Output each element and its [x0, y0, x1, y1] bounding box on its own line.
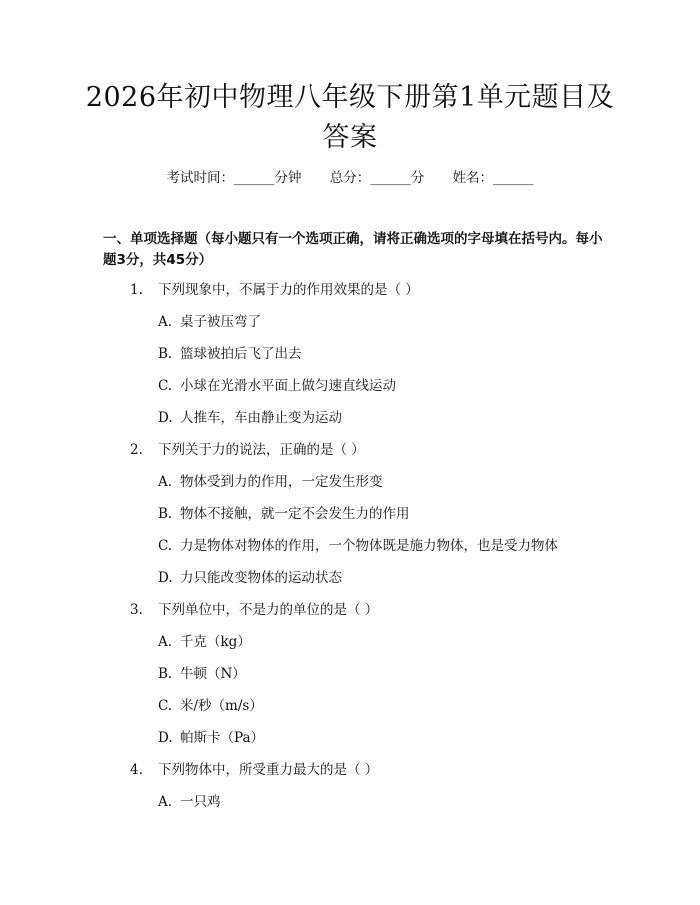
- option-item: [130, 376, 610, 408]
- option-letter: B.: [158, 346, 173, 362]
- option-item: [130, 504, 610, 536]
- option-item: [130, 408, 610, 440]
- option-letter: A.: [158, 794, 173, 810]
- option-text: 小球在光滑水平面上做匀速直线运动: [180, 378, 396, 394]
- exam-info: [0, 168, 700, 188]
- option-item: [130, 312, 610, 344]
- option-letter: D.: [158, 730, 173, 746]
- option-item: [130, 536, 610, 568]
- option-text: 篮球被拍后飞了出去: [180, 346, 302, 362]
- exam-time-field: 考试时间：______分钟: [166, 170, 302, 186]
- option-letter: C.: [158, 378, 173, 394]
- student-name-field: 姓名：______: [452, 170, 534, 186]
- option-item: [130, 632, 610, 664]
- question-list: [130, 280, 610, 824]
- question-item: [130, 440, 610, 472]
- option-item: [130, 472, 610, 504]
- total-score-field: 总分：______分: [329, 170, 425, 186]
- question-number: 2.: [130, 442, 143, 458]
- option-letter: A.: [158, 634, 173, 650]
- option-letter: B.: [158, 506, 173, 522]
- document-title: 2026年初中物理八年级下册第1单元题目及答案: [85, 82, 615, 153]
- option-letter: A.: [158, 314, 173, 330]
- option-text: 米/秒（m/s）: [180, 698, 263, 714]
- option-text: 人推车，车由静止变为运动: [180, 410, 342, 426]
- option-item: [130, 344, 610, 376]
- option-letter: A.: [158, 474, 173, 490]
- option-letter: C.: [158, 538, 173, 554]
- option-item: [130, 568, 610, 600]
- question-item: [130, 280, 610, 312]
- question-item: [130, 600, 610, 632]
- option-letter: C.: [158, 698, 173, 714]
- option-letter: D.: [158, 410, 173, 426]
- option-text: 牛顿（N）: [180, 666, 246, 682]
- question-number: 3.: [130, 602, 143, 618]
- question-text: 下列单位中，不是力的单位的是（ ）: [158, 602, 379, 618]
- option-item: [130, 664, 610, 696]
- question-text: 下列物体中，所受重力最大的是（ ）: [158, 762, 379, 778]
- option-text: 千克（kg）: [180, 634, 251, 650]
- section-heading: 一、单项选择题（每小题只有一个选项正确，请将正确选项的字母填在括号内。每小题3分，共45分）: [103, 231, 603, 268]
- option-item: [130, 728, 610, 760]
- question-text: 下列现象中，不属于力的作用效果的是（ ）: [158, 282, 419, 298]
- question-text: 下列关于力的说法，正确的是（ ）: [158, 442, 365, 458]
- option-text: 物体受到力的作用，一定发生形变: [180, 474, 383, 490]
- option-text: 桌子被压弯了: [180, 314, 261, 330]
- question-number: 4.: [130, 762, 143, 778]
- option-text: 一只鸡: [180, 794, 221, 810]
- option-text: 帕斯卡（Pa）: [180, 730, 265, 746]
- question-number: 1.: [130, 282, 143, 298]
- question-item: [130, 760, 610, 792]
- option-text: 力是物体对物体的作用，一个物体既是施力物体，也是受力物体: [180, 538, 558, 554]
- option-text: 物体不接触，就一定不会发生力的作用: [180, 506, 410, 522]
- option-text: 力只能改变物体的运动状态: [180, 570, 342, 586]
- option-item: [130, 696, 610, 728]
- option-item: [130, 792, 610, 824]
- option-letter: B.: [158, 666, 173, 682]
- option-letter: D.: [158, 570, 173, 586]
